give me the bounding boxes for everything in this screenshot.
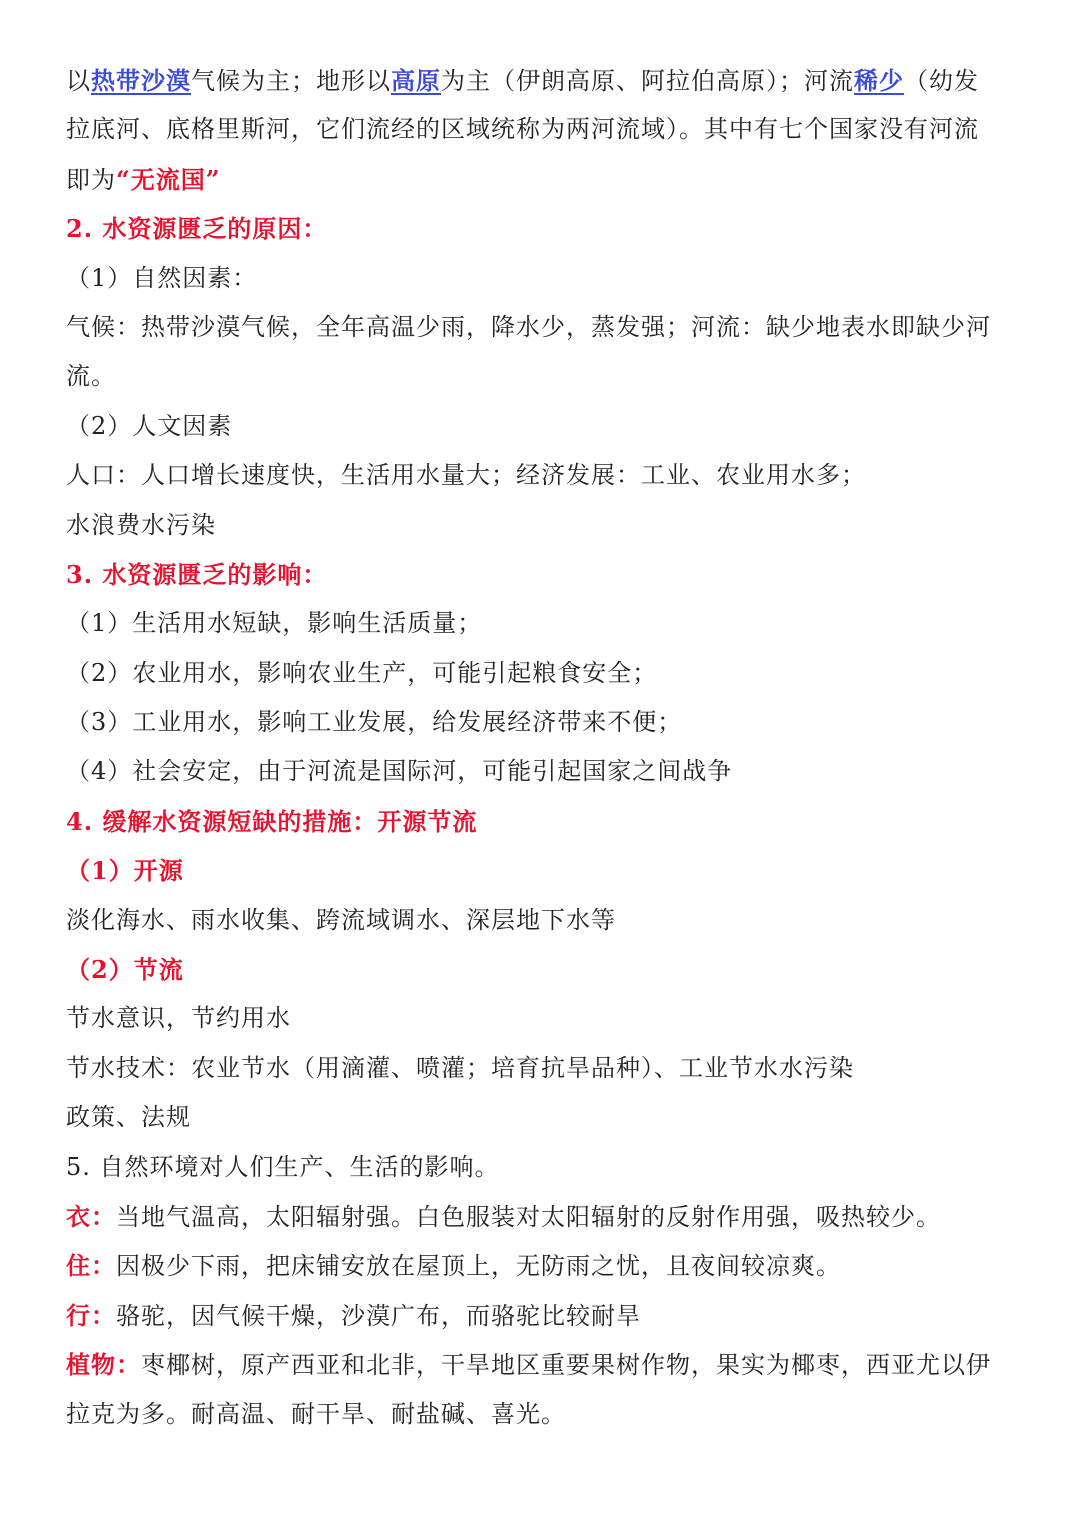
document-body bbox=[66, 56, 1020, 1439]
text-line bbox=[66, 1044, 1020, 1093]
section-heading: （1）开源 bbox=[66, 856, 184, 886]
text-line bbox=[66, 155, 1020, 204]
section-heading: 3. 水资源匮乏的影响： bbox=[66, 559, 328, 589]
text-segment: 淡化海水、雨水收集、跨流域调水、深层地下水等 bbox=[66, 905, 616, 934]
text-segment: （幼发 bbox=[904, 67, 979, 95]
text-line bbox=[66, 896, 1020, 945]
text-segment: 5. 自然环境对人们生产、生活的影响。 bbox=[66, 1152, 500, 1181]
text-segment: 水浪费水污染 bbox=[66, 510, 216, 539]
text-line bbox=[66, 1340, 1020, 1389]
text-segment: 当地气温高，太阳辐射强。白色服装对太阳辐射的反射作用强，吸热较少。 bbox=[116, 1202, 941, 1231]
keyword-link[interactable]: 高原 bbox=[391, 66, 441, 95]
text-line bbox=[66, 303, 1020, 352]
text-line bbox=[66, 747, 1020, 796]
text-segment: （2）人文因素 bbox=[66, 411, 233, 440]
text-line bbox=[66, 1241, 1020, 1290]
text-segment: 拉克为多。耐高温、耐干旱、耐盐碱、喜光。 bbox=[66, 1399, 566, 1428]
highlight-label: 行： bbox=[66, 1300, 116, 1330]
section-heading: 4. 缓解水资源短缺的措施：开源节流 bbox=[66, 806, 478, 836]
text-segment: 气候为主；地形以 bbox=[191, 67, 391, 95]
section-heading: （2）节流 bbox=[66, 955, 184, 985]
text-segment: （1）生活用水短缺，影响生活质量； bbox=[66, 609, 483, 638]
text-line bbox=[66, 994, 1020, 1043]
text-segment: 因极少下雨，把床铺安放在屋顶上，无防雨之忧，且夜间较凉爽。 bbox=[116, 1252, 841, 1281]
text-segment: 人口：人口增长速度快，生活用水量大；经济发展：工业、农业用水多； bbox=[66, 461, 866, 490]
text-line bbox=[66, 1192, 1020, 1241]
text-segment: 拉底河、底格里斯河，它们流经的区域统称为两河流域）。其中有七个国家没有河流 bbox=[66, 115, 979, 144]
highlight-label: 住： bbox=[66, 1251, 116, 1281]
text-line bbox=[66, 649, 1020, 698]
text-line bbox=[66, 402, 1020, 451]
text-line bbox=[66, 599, 1020, 648]
text-line bbox=[66, 105, 1020, 154]
text-line bbox=[66, 352, 1020, 401]
text-line bbox=[66, 1093, 1020, 1142]
text-line bbox=[66, 451, 1020, 500]
text-line bbox=[66, 846, 1020, 895]
text-segment: （2）农业用水，影响农业生产，可能引起粮食安全； bbox=[66, 658, 658, 687]
text-line bbox=[66, 945, 1020, 994]
text-segment: （4）社会安定，由于河流是国际河，可能引起国家之间战争 bbox=[66, 757, 733, 786]
keyword-link[interactable]: 稀少 bbox=[854, 66, 904, 95]
text-segment: 节水意识，节约用水 bbox=[66, 1004, 291, 1033]
text-line bbox=[66, 698, 1020, 747]
text-line bbox=[66, 1143, 1020, 1192]
text-line bbox=[66, 1291, 1020, 1340]
text-line bbox=[66, 1390, 1020, 1439]
text-segment: 以 bbox=[66, 67, 91, 95]
text-line bbox=[66, 797, 1020, 846]
text-line bbox=[66, 204, 1020, 253]
text-segment: 流。 bbox=[66, 362, 116, 391]
text-segment: 即为 bbox=[66, 165, 116, 194]
text-segment: 政策、法规 bbox=[66, 1103, 191, 1132]
text-line bbox=[66, 550, 1020, 599]
text-segment: 为主（伊朗高原、阿拉伯高原）；河流 bbox=[441, 67, 854, 95]
keyword-link[interactable]: 热带沙漠 bbox=[91, 66, 191, 95]
text-line bbox=[66, 501, 1020, 550]
highlight-label: 衣： bbox=[66, 1201, 116, 1231]
text-segment: 骆驼，因气候干燥，沙漠广布，而骆驼比较耐旱 bbox=[116, 1301, 641, 1330]
highlight-label: 植物： bbox=[66, 1350, 141, 1380]
text-segment: 气候：热带沙漠气候，全年高温少雨，降水少，蒸发强；河流：缺少地表水即缺少河 bbox=[66, 312, 991, 341]
text-segment: 节水技术：农业节水（用滴灌、喷灌；培育抗旱品种）、工业节水水污染 bbox=[66, 1053, 854, 1082]
text-line bbox=[66, 56, 1020, 105]
text-segment: 枣椰树，原产西亚和北非，干旱地区重要果树作物，果实为椰枣，西亚尤以伊 bbox=[141, 1351, 991, 1380]
text-segment: （3）工业用水，影响工业发展，给发展经济带来不便； bbox=[66, 708, 683, 737]
text-segment: （1）自然因素： bbox=[66, 263, 258, 292]
highlight-label: “无流国” bbox=[116, 164, 221, 194]
text-line bbox=[66, 254, 1020, 303]
section-heading: 2. 水资源匮乏的原因： bbox=[66, 214, 328, 244]
